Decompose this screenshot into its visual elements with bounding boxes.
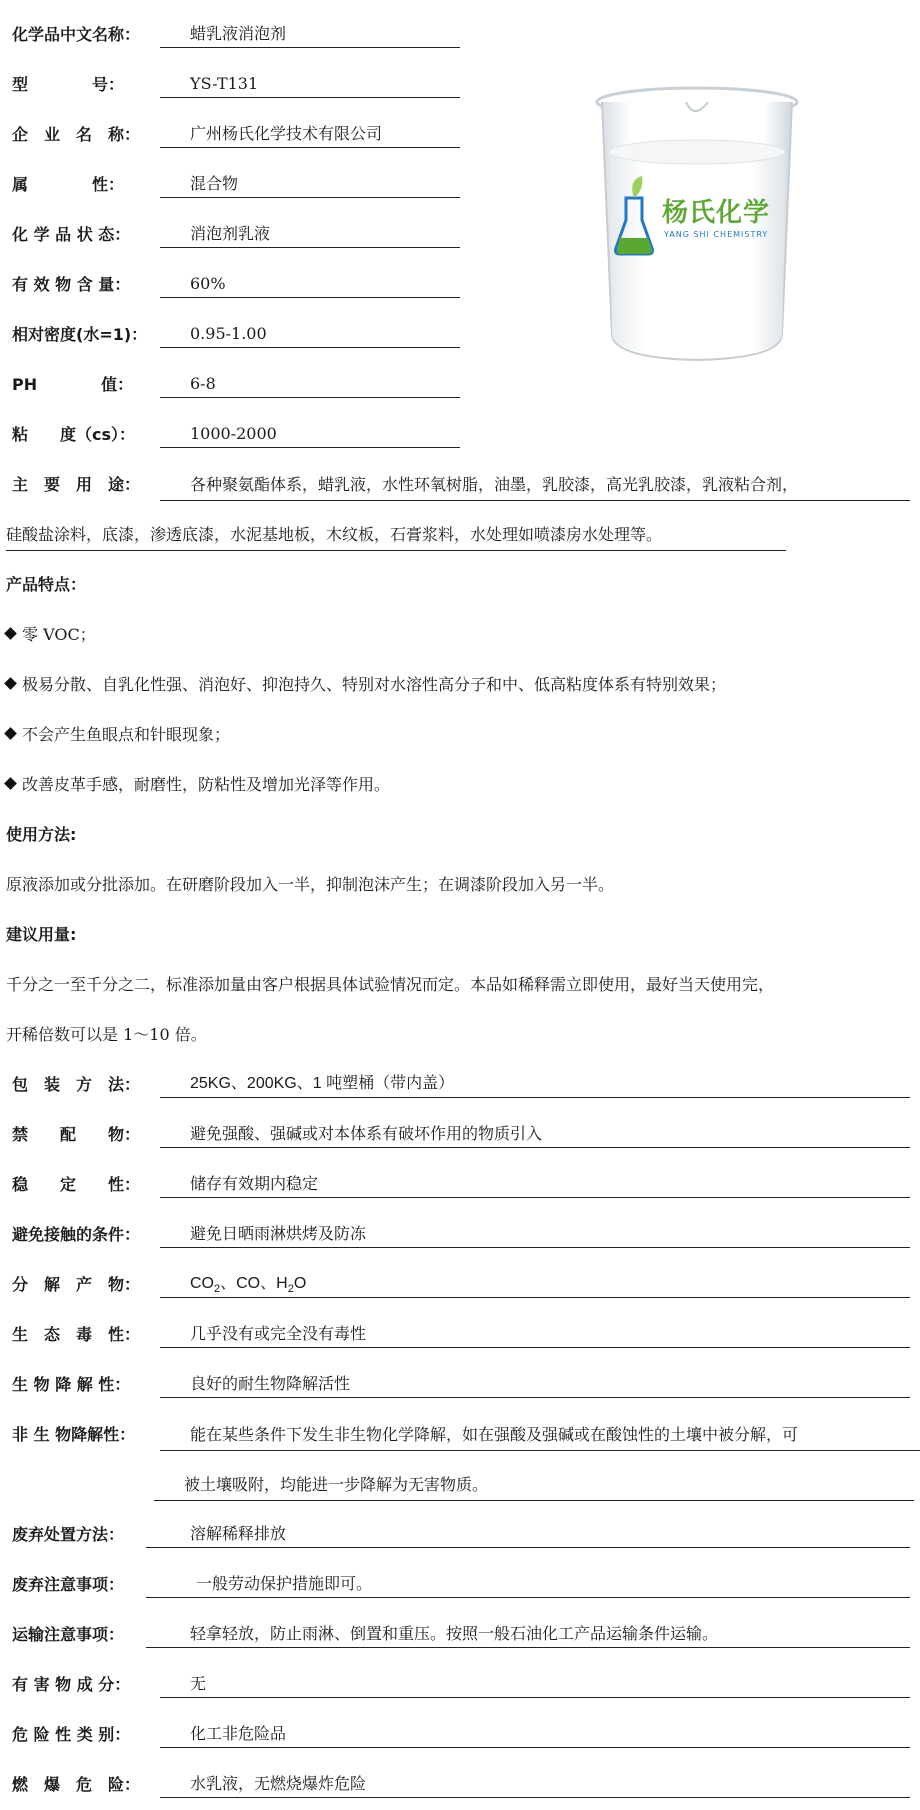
field-label: 有 害 物 成 分：	[12, 1675, 131, 1694]
usage-line-1: 各种聚氨酯体系，蜡乳液，水性环氧树脂，油墨，乳胶漆，高光乳胶漆，乳液粘合剂，	[160, 470, 910, 501]
diamond-bullet-icon	[4, 727, 17, 740]
field-label: 属 性：	[12, 175, 125, 194]
field-value: 良好的耐生物降解活性	[160, 1370, 910, 1398]
field-label: 化学品中文名称：	[12, 25, 141, 44]
field-label: 分 解 产 物：	[12, 1275, 141, 1294]
field-value: 消泡剂乳液	[160, 220, 460, 248]
method-text: 原液添加或分批添加。在研磨阶段加入一半，抑制泡沫产生；在调漆阶段加入另一半。	[6, 875, 615, 894]
field-label: 稳 定 性：	[12, 1175, 141, 1194]
diamond-bullet-icon	[4, 677, 17, 690]
field-label: PH 值：	[12, 375, 134, 394]
feature-item: 不会产生鱼眼点和针眼现象；	[6, 720, 230, 750]
brand-name-en: YANG SHI CHEMISTRY	[664, 230, 769, 239]
field-label: 相对密度(水=1)：	[12, 325, 148, 344]
field-value: 避免日晒雨淋烘烤及防冻	[160, 1220, 910, 1248]
method-heading: 使用方法:	[6, 825, 77, 844]
field-value: YS-T131	[160, 70, 460, 98]
field-label: 燃 爆 危 险：	[12, 1775, 141, 1794]
field-value: 化工非危险品	[160, 1720, 910, 1748]
field-label: 主 要 用 途：	[12, 475, 141, 494]
field-label: 废弃注意事项：	[12, 1575, 125, 1594]
usage-line-2: 硅酸盐涂料，底漆，渗透底漆，水泥基地板，木纹板，石膏浆料，水处理如喷漆房水处理等。	[6, 520, 786, 551]
field-value: 混合物	[160, 170, 460, 198]
field-label: 化 学 品 状 态：	[12, 225, 131, 244]
field-value: 无	[160, 1670, 910, 1698]
field-label: 包 装 方 法：	[12, 1075, 141, 1094]
field-value: 1000-2000	[160, 420, 460, 448]
feature-item: 极易分散、自乳化性强、消泡好、抑泡持久、特别对水溶性高分子和中、低高粘度体系有特别效果；	[6, 670, 726, 700]
product-beaker-image	[590, 80, 805, 380]
features-heading: 产品特点：	[6, 575, 87, 594]
field-value: 0.95-1.00	[160, 320, 460, 348]
feature-item: 零 VOC；	[6, 620, 96, 650]
field-value: 几乎没有或完全没有毒性	[160, 1320, 910, 1348]
field-value: 6-8	[160, 370, 460, 398]
feature-item: 改善皮革手感，耐磨性，防粘性及增加光泽等作用。	[6, 770, 390, 800]
field-label: 企 业 名 称：	[12, 125, 141, 144]
field-value: $CO_2$、CO、$H_2O$	[160, 1270, 910, 1298]
field-label: 非 生 物降解性：	[12, 1425, 136, 1444]
field-label: 型 号：	[12, 75, 125, 94]
field-value: 储存有效期内稳定	[160, 1170, 910, 1198]
field-label: 生 态 毒 性：	[12, 1325, 141, 1344]
field-value: 广州杨氏化学技术有限公司	[160, 120, 460, 148]
non-bio-line-2: 被土壤吸附，均能进一步降解为无害物质。	[154, 1470, 914, 1501]
dosage-line-1: 千分之一至千分之二，标准添加量由客户根据具体试验情况而定。本品如稀释需立即使用，最好当天使用完，	[6, 975, 775, 994]
dosage-line-2: 开稀倍数可以是 1～10 倍。	[6, 1025, 207, 1044]
field-label: 生 物 降 解 性：	[12, 1375, 131, 1394]
field-value: 溶解稀释排放	[146, 1520, 910, 1548]
field-label: 有 效 物 含 量：	[12, 275, 131, 294]
dosage-heading: 建议用量:	[6, 925, 77, 944]
field-value: 一般劳动保护措施即可。	[146, 1570, 910, 1598]
field-value: 水乳液，无燃烧爆炸危险	[160, 1770, 910, 1798]
field-label: 危 险 性 类 别：	[12, 1725, 131, 1744]
field-value: 60%	[160, 270, 460, 298]
field-value: 25KG、200KG、1 吨塑桶（带内盖）	[160, 1070, 910, 1098]
field-label: 避免接触的条件：	[12, 1225, 141, 1244]
field-label: 粘 度（cs）：	[12, 425, 136, 444]
diamond-bullet-icon	[4, 777, 17, 790]
field-label: 废弃处置方法：	[12, 1525, 125, 1544]
field-label: 运输注意事项：	[12, 1625, 125, 1644]
field-value: 蜡乳液消泡剂	[160, 20, 460, 48]
brand-name-cn: 杨氏化学	[662, 198, 771, 228]
field-value: 轻拿轻放，防止雨淋、倒置和重压。按照一般石油化工产品运输条件运输。	[146, 1620, 910, 1648]
field-value: 避免强酸、强碱或对本体系有破坏作用的物质引入	[160, 1120, 910, 1148]
non-bio-line-1: 能在某些条件下发生非生物化学降解，如在强酸及强碱或在酸蚀性的土壤中被分解，可	[160, 1420, 920, 1451]
diamond-bullet-icon	[4, 627, 17, 640]
field-label: 禁 配 物：	[12, 1125, 141, 1144]
